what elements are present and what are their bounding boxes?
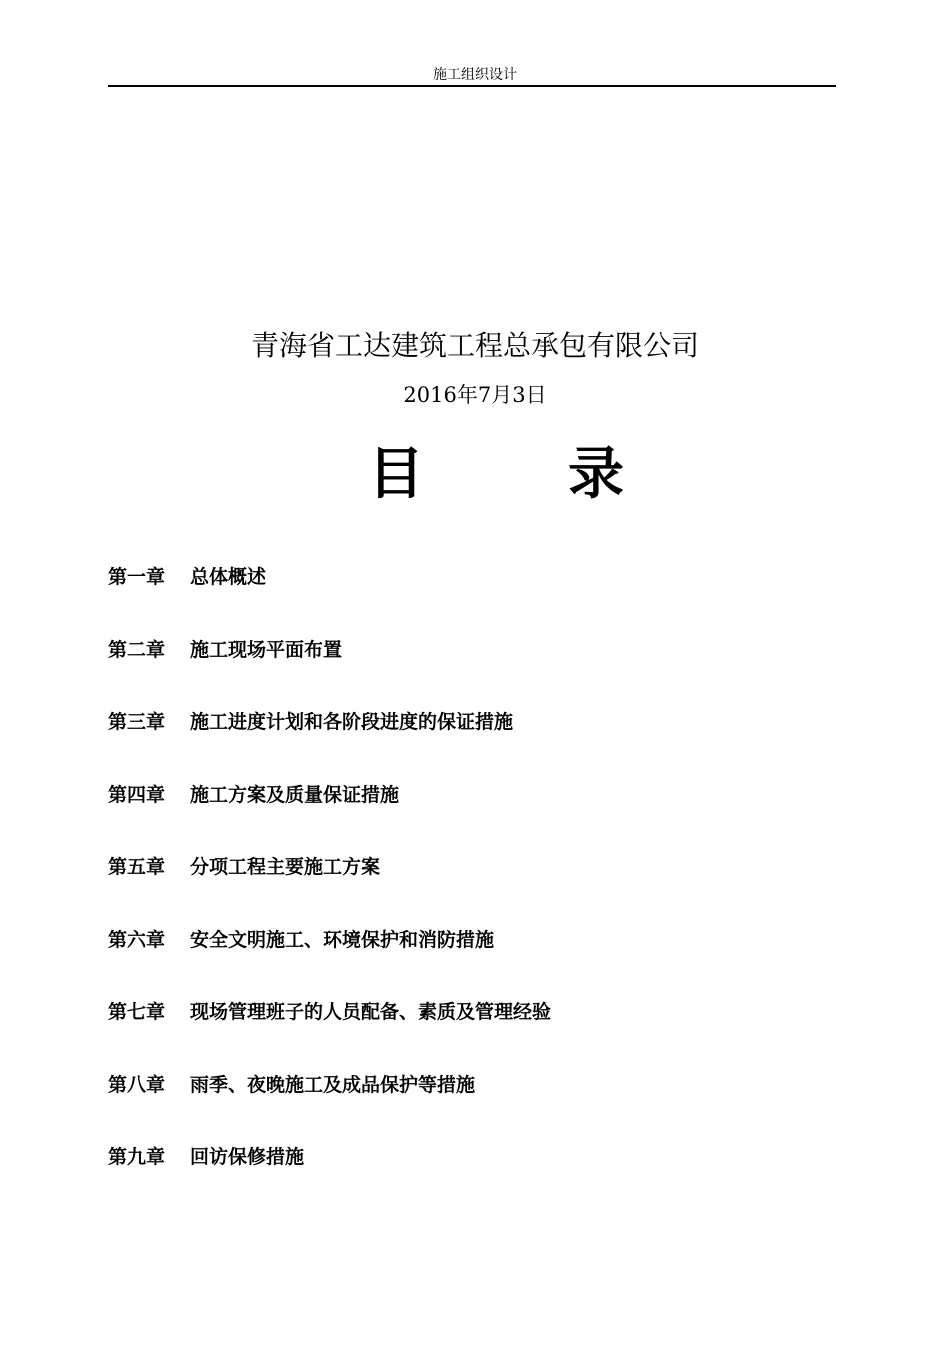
toc-chapter-title: 回访保修措施: [190, 1146, 305, 1168]
toc-chapter-number: 第六章: [108, 928, 166, 951]
toc-heading-char-1: 目: [368, 442, 424, 507]
toc-item[interactable]: [108, 997, 848, 1070]
toc-item[interactable]: [108, 925, 848, 998]
toc-chapter-title: 施工方案及质量保证措施: [190, 783, 400, 806]
toc-heading: [368, 440, 638, 510]
toc-chapter-number: 第八章: [108, 1073, 166, 1096]
company-name: 青海省工达建筑工程总承包有限公司: [250, 329, 699, 362]
toc-chapter-title: 总体概述: [190, 566, 267, 588]
toc-item[interactable]: [108, 852, 848, 925]
toc-item[interactable]: [108, 635, 848, 708]
page-header-title: 施工组织设计: [433, 67, 517, 83]
toc-chapter-number: 第五章: [108, 856, 166, 878]
toc-heading-char-2: 录: [568, 442, 624, 507]
toc-chapter-number: 第一章: [108, 566, 166, 588]
toc-item[interactable]: [108, 1070, 848, 1143]
toc-item[interactable]: [108, 562, 848, 635]
header-divider: [108, 85, 836, 87]
toc-chapter-number: 第七章: [108, 1001, 166, 1023]
toc-chapter-number: 第四章: [108, 783, 166, 806]
toc-item[interactable]: [108, 780, 848, 853]
toc-chapter-title: 安全文明施工、环境保护和消防措施: [190, 928, 495, 951]
toc-chapter-title: 现场管理班子的人员配备、素质及管理经验: [190, 1001, 552, 1023]
toc-item[interactable]: [108, 1142, 848, 1215]
toc-chapter-number: 第九章: [108, 1146, 166, 1168]
toc-item[interactable]: [108, 707, 848, 780]
toc-chapter-title: 雨季、夜晚施工及成品保护等措施: [190, 1073, 476, 1096]
toc-list: [108, 562, 848, 1215]
document-date: 2016年7月3日: [403, 383, 547, 407]
toc-chapter-number: 第二章: [108, 638, 166, 661]
toc-chapter-title: 施工进度计划和各阶段进度的保证措施: [190, 711, 514, 733]
toc-chapter-number: 第三章: [108, 711, 166, 733]
toc-chapter-title: 分项工程主要施工方案: [190, 856, 381, 878]
toc-chapter-title: 施工现场平面布置: [190, 638, 343, 661]
